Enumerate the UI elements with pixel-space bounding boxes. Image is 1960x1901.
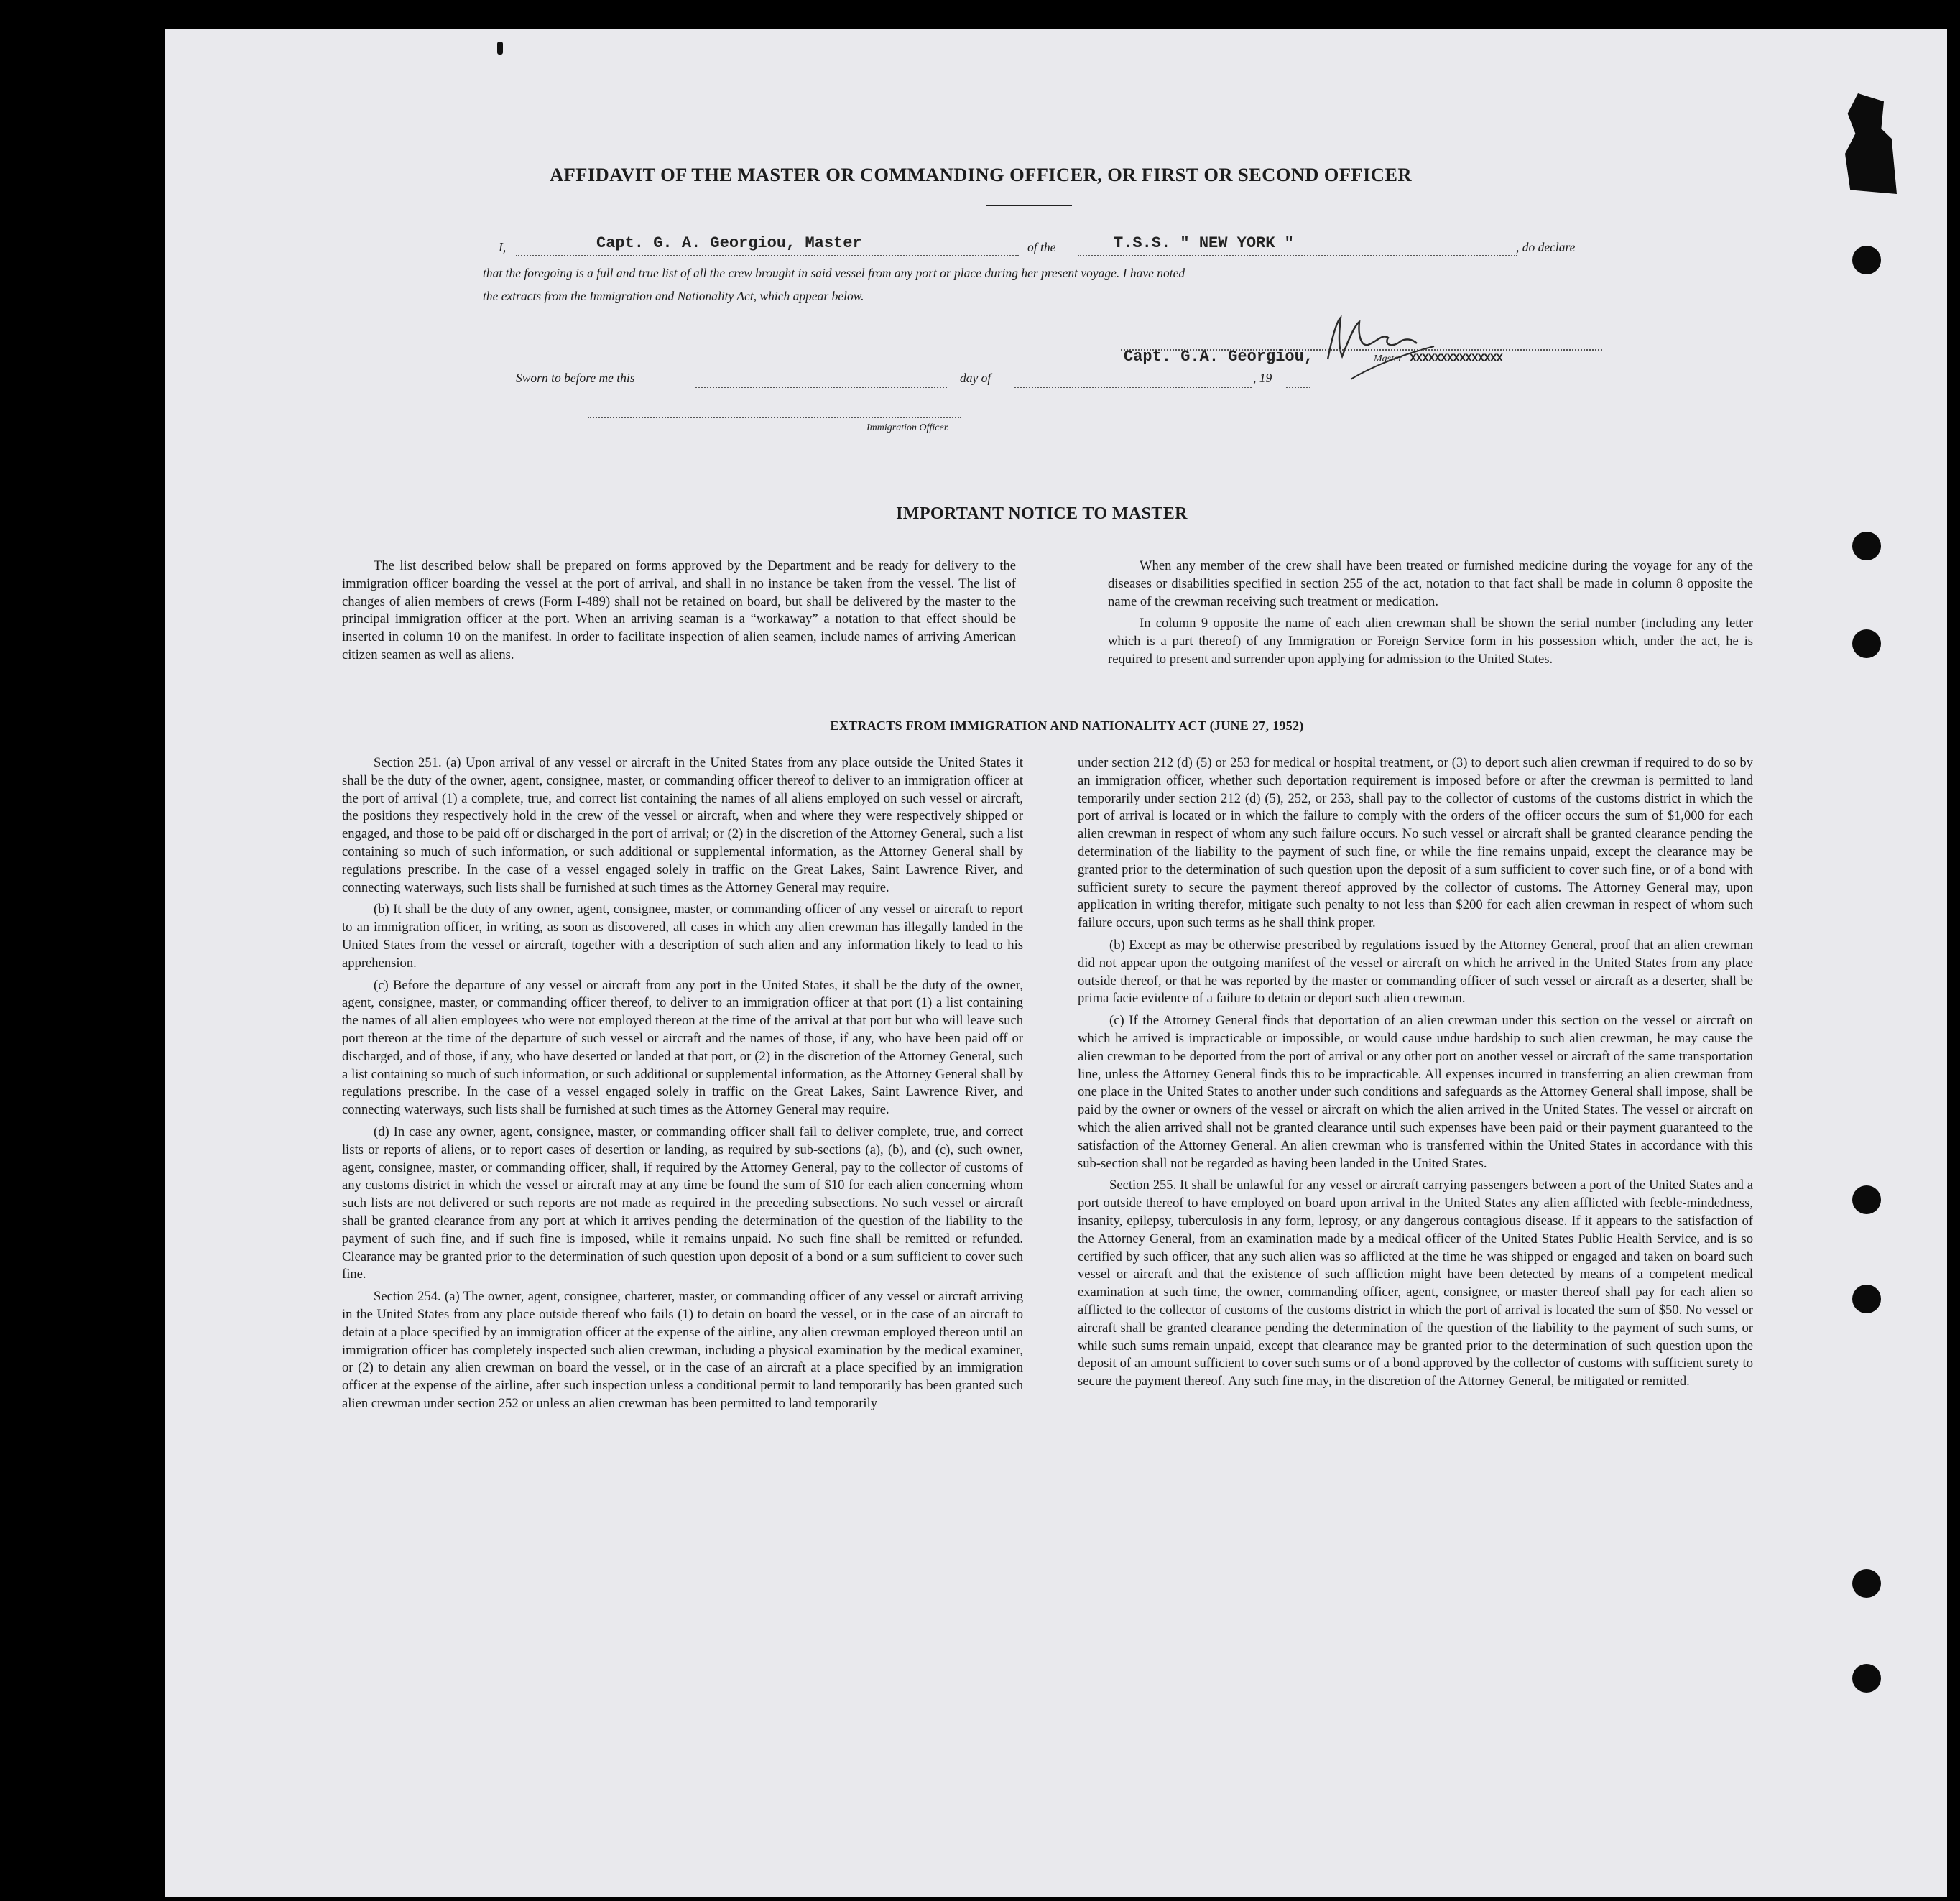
vessel-line (1078, 255, 1517, 256)
day-of-label: day of (960, 371, 991, 385)
punch-hole (1852, 246, 1881, 274)
extracts-left-column (342, 754, 1023, 1417)
section-255: Section 255. It shall be unlawful for any vessel or aircraft carrying passengers between a port of the United States and a port outside thereof to have employed on board upon arrival in the United States any alien afflicted with feeble-mindedness, insanity, epilepsy, tuberculosis in any form, leprosy, or any dangerous contagious disease. If it appears to the satisfaction of the Attorney General, from an examination made by a medical officer of the United States Public Health Service, and is so certified by such officer, that any such alien was so afflicted at the time he was shipped or engaged and taken on board such vessel or aircraft and that the existence of such affliction might have been detected by means of a competent medical examination at such time, the owner, commanding officer, agent, consignee, or master thereof shall pay for each alien so afflicted to the collector of customs of the customs district in which the port of arrival is located the sum of $50. No vessel or aircraft shall be granted clearance pending the determination of the question of the liability to the payment of such sums, or while such sums remain unpaid, except that clearance may be granted prior to the determination of such question upon the deposit of an amount sufficient to cover such sums or of a bond approved by the collector of customs with sufficient surety to secure the payment thereof. Any such fine may, in the discretion of the Attorney General, be mitigated or remitted. (1078, 1178, 1753, 1389)
section-254-c: (c) If the Attorney General finds that deportation of an alien crewman under this section on the vessel or aircraft on which he arrived is impracticable or impossible, or would cause undue hardship to such alien crewman, he may cause the alien crewman to be deported from the port of arrival or any other port on another vessel or aircraft of the same transportation line, unless the Attorney General finds this to be impracticable. All expenses incurred in transferring an alien crewman from one place in the United States to another under such conditions and safeguards as the Attorney General shall impose, shall be paid by the owner or owners of the vessel or aircraft on which the alien arrived in the United States. The vessel or aircraft on which the alien arrived shall not be granted clearance until such expenses have been paid or their payment guaranteed to the satisfaction of the Attorney General. An alien crewman who is transferred within the United States in accordance with this sub-section shall not be regarded as having been landed in the United States. (1078, 1013, 1753, 1171)
notice-right-column (1108, 558, 1753, 673)
section-254-a: Section 254. (a) The owner, agent, consignee, charterer, master, or commanding officer of any vessel or aircraft arriving in the United States from any place outside thereof who fails (1) to detain on board the vessel, or in the case of an aircraft to detain at a place specified by an immigration officer at the expense of the airline, any alien crewman employed thereon until an immigration officer has completely inspected such alien crewman, including a physical examination by the medical examiner, or (2) to detain any alien crewman on board the vessel, or in the case of an aircraft at a place specified by an immigration officer at the expense of the airline, after such inspection unless a conditional permit to land temporarily has been granted such alien crewman under section 252 or unless an alien crewman has been permitted to land temporarily (342, 1289, 1023, 1411)
ink-speck (497, 42, 503, 55)
section-251-a: Section 251. (a) Upon arrival of any vessel or aircraft in the United States from any place outside the United States it shall be the duty of the owner, agent, consignee, master, or commanding officer thereof to deliver to an immigration officer at the port of arrival (1) a complete, true, and correct list containing the names of all aliens employed on such vessel or aircraft, the positions they respectively hold in the crew of the vessel or aircraft, when and where they were respectively shipped or engaged, and those to be paid off or discharged in the port of arrival; or (2) in the discretion of the Attorney General, such a list containing so much of such information, or such additional or supplemental information, as the Attorney General shall by regulations prescribe. In the case of a vessel engaged solely in traffic on the Great Lakes, Saint Lawrence River, and connecting waterways, such lists shall be furnished at such times as the Attorney General may require. (342, 755, 1023, 895)
notice-right-paragraph-1: When any member of the crew shall have been treated or furnished medicine during the voyage for any of the diseases or disabilities specified in section 255 of the act, notation to that fact shall be made in column 8 opposite the name of the crewman receiving such treatment or medication. (1108, 558, 1753, 609)
year-label: , 19 (1253, 371, 1272, 385)
handwritten-signature (1308, 309, 1451, 388)
section-254-a-continued: under section 212 (d) (5) or 253 for medical or hospital treatment, or (3) to deport such alien crewman if required to do so by an immigration officer, whether such deportation requirement is imposed before or after the crewman is permitted to land temporarily under section 212 (d) (5), 252, or 253, shall pay to the collector of customs of the customs district in which the port of arrival is located or in which the failure to comply with the orders of the officer occurs the sum of $1,000 for each alien crewman in respect of whom any such failure occurs. No such vessel or aircraft shall be granted clearance pending the determination of the liability to the payment of such fine, or while the fine remains unpaid, except the clearance may be granted prior to the determination of such question upon the deposit of a sum sufficient to cover such fine, or of a bond with sufficient surety to secure the payment thereof approved by the collector of customs. The Attorney General may, upon application in writing therefor, mitigate such penalty to not less than $200 for each alien crewman in respect of whom such failure occurs, upon such terms as he shall think proper. (1078, 755, 1753, 931)
section-251-b: (b) It shall be the duty of any owner, agent, consignee, master, or commanding officer of any vessel or aircraft to report to an immigration officer, in writing, as soon as discovered, all cases in which any alien crewman has illegally landed in the United States from the vessel or aircraft, together with a description of such alien and any information likely to lead to his apprehension. (342, 902, 1023, 971)
notice-left-paragraph: The list described below shall be prepared on forms approved by the Department and be ready for delivery to the immigration officer boarding the vessel at the port of arrival, and shall in no instance be taken from the vessel. The list of changes of alien members of crews (Form I-489) shall not be retained on board, but shall be delivered by the master to the principal immigration officer at the port. When an arriving seaman is a “workaway” a notation to that effect should be inserted in column 10 on the manifest. In order to facilitate inspection of alien seamen, include names of arriving American citizen seamen as well as aliens. (342, 558, 1016, 662)
extracts-title: EXTRACTS FROM IMMIGRATION AND NATIONALITY ACT (JUNE 27, 1952) (830, 718, 1304, 733)
section-254-b: (b) Except as may be otherwise prescribed by regulations issued by the Attorney General, proof that an alien crewman did not appear upon the outgoing manifest of the vessel or aircraft on which he arrived in the United States from any place outside thereof, or that he was reported by the master or commanding officer of such vessel or aircraft as a deserter, shall be prima facie evidence of a failure to detain or deport such alien crewman. (1078, 937, 1753, 1007)
of-the-label: of the (1027, 240, 1056, 254)
signature-suffix: Master (1374, 353, 1402, 364)
section-251-d: (d) In case any owner, agent, consignee, master, or commanding officer shall fail to deliver complete, true, and correct lists or reports of aliens, or to report cases of desertion or landing, as required by sub-sections (a), (b), and (c), such owner, agent, consignee, master, or commanding officer, shall, if required by the Attorney General, pay to the collector of customs of any customs district in which the vessel or aircraft may at any time be found the sum of $10 for each alien concerning whom such lists are not delivered or such reports are not made as required in the preceding subsections. No such vessel or aircraft shall be granted clearance from any port at which it arrives pending the determination of the question of the liability to the payment of such fine, and if such fine is imposed, while it remains unpaid. No such fine shall be remitted or refunded. Clearance may be granted prior to the determination of such question upon deposit of a bond or a sum sufficient to cover such fine. (342, 1124, 1023, 1282)
sworn-label: Sworn to before me this (516, 371, 635, 385)
title-divider (986, 205, 1072, 206)
i-label: I, (499, 240, 507, 254)
punch-hole (1852, 1664, 1881, 1693)
officer-caption: Immigration Officer. (866, 422, 950, 433)
officer-line (588, 417, 961, 418)
officer-name: Capt. G. A. Georgiou, Master (596, 234, 862, 252)
name-line (516, 255, 1019, 256)
signature-typed-name: Capt. G.A. Georgiou, (1124, 348, 1314, 366)
affidavit-title: AFFIDAVIT OF THE MASTER OR COMMANDING OFFICER, OR FIRST OR SECOND OFFICER (550, 164, 1412, 185)
year-line (1286, 387, 1310, 388)
punch-hole (1852, 532, 1881, 560)
declaration-line-1: that the foregoing is a full and true list of all the crew brought in said vessel from any port or place during her present voyage. I have noted (483, 266, 1185, 280)
notice-right-paragraph-2: In column 9 opposite the name of each alien crewman shall be shown the serial number (including any letter which is a part thereof) of any Immigration or Foreign Service form in his possession which, under the act, he is required to present and surrender upon applying for admission to the United States. (1108, 616, 1753, 667)
declaration-line-2: the extracts from the Immigration and Nationality Act, which appear below. (483, 289, 864, 303)
vessel-name: T.S.S. " NEW YORK " (1114, 234, 1294, 252)
section-251-c: (c) Before the departure of any vessel or aircraft from any port in the United States, it shall be the duty of the owner, agent, consignee, master, or commanding officer thereof, to deliver to an immigration officer at that port (1) a list containing the names of all alien employees who were not employed thereon at the time of the arrival at that port but who will leave such port thereon at the time of the departure of such vessel or aircraft and the names of those, if any, who have been paid off or discharged, and of those, if any, who have deserted or landed at that port, or (2) in the discretion of the Attorney General, such a list containing so much of such information, or such additional or supplemental information, as the Attorney General shall by regulations prescribe. In the case of a vessel engaged solely in traffic on the Great Lakes, Saint Lawrence River, and connecting waterways, such lists shall be furnished at such times as the Attorney General may require. (342, 977, 1023, 1118)
struck-out-text: XXXXXXXXXXXXXXX (1410, 352, 1503, 365)
punch-hole (1852, 629, 1881, 658)
do-declare-label: , do declare (1516, 240, 1576, 254)
sworn-date-line (695, 387, 947, 388)
punch-hole (1852, 1285, 1881, 1313)
punch-hole (1852, 1569, 1881, 1598)
notice-title: IMPORTANT NOTICE TO MASTER (896, 504, 1188, 523)
notice-left-column (342, 558, 1016, 669)
month-line (1014, 387, 1252, 388)
extracts-right-column (1078, 754, 1753, 1395)
punch-hole (1852, 1185, 1881, 1214)
